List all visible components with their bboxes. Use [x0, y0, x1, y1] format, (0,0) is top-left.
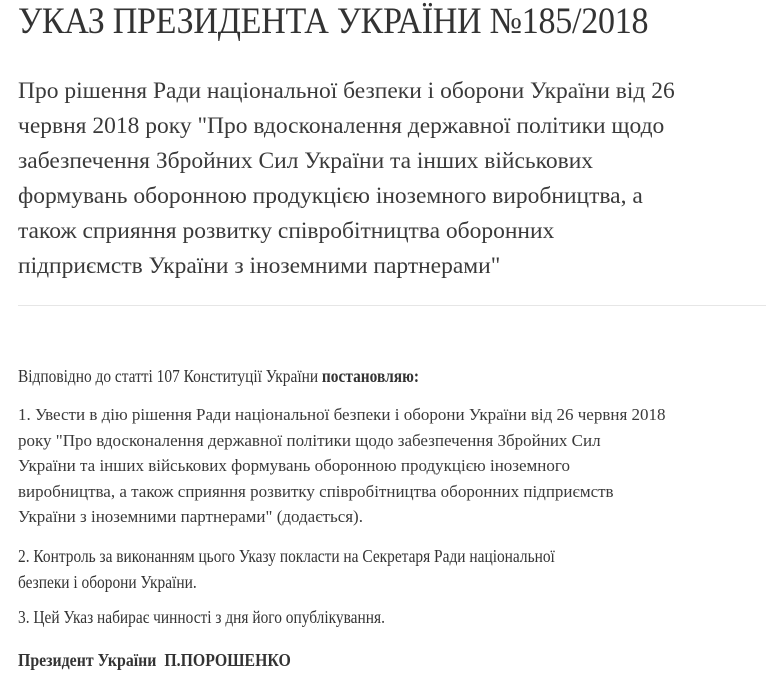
decree-item-3: 3. Цей Указ набирає чинності з дня його опублікування.	[18, 607, 385, 627]
intro-emphasis: постановляю:	[321, 366, 419, 386]
decree-intro	[18, 364, 419, 388]
item-line: 1. Увести в дію рішення Ради національної безпеки і оборони України від 26 червня 2018	[18, 405, 666, 424]
item-line: виробництва, а також сприяння розвитку співробітництва оборонних підприємств	[18, 481, 614, 501]
decree-title: УКАЗ ПРЕЗИДЕНТА УКРАЇНИ №185/2018	[18, 1, 649, 42]
item-line: року "Про вдосконалення державної політики щодо забезпечення Збройних Сил	[18, 430, 601, 450]
decree-signature: Президент України П.ПОРОШЕНКО	[18, 650, 291, 670]
summary-line: Про рішення Ради національної безпеки і оборони України від 26	[18, 78, 675, 104]
item-line: 2. Контроль за виконанням цього Указу покласти на Секретаря Ради національної	[18, 546, 555, 566]
summary-line: також сприяння розвитку співробітництва оборонних	[18, 218, 555, 244]
section-divider	[18, 305, 766, 306]
summary-line: формувань оборонною продукцією іноземного виробництва, а	[18, 183, 643, 209]
decree-summary	[18, 74, 770, 284]
item-line: безпеки і оборони України.	[18, 572, 197, 592]
summary-line: забезпечення Збройних Сил України та інших військових	[18, 148, 594, 174]
decree-item-2	[18, 543, 555, 595]
intro-text: Відповідно до статті 107 Конституції України	[18, 366, 322, 386]
decree-item-1	[18, 402, 770, 530]
item-line: України з іноземними партнерами" (додається).	[18, 507, 363, 526]
summary-line: червня 2018 року "Про вдосконалення державної політики щодо	[18, 113, 665, 139]
item-line: України та інших військових формувань оборонною продукцією іноземного	[18, 456, 570, 475]
summary-line: підприємств України з іноземними партнерами"	[18, 253, 501, 279]
